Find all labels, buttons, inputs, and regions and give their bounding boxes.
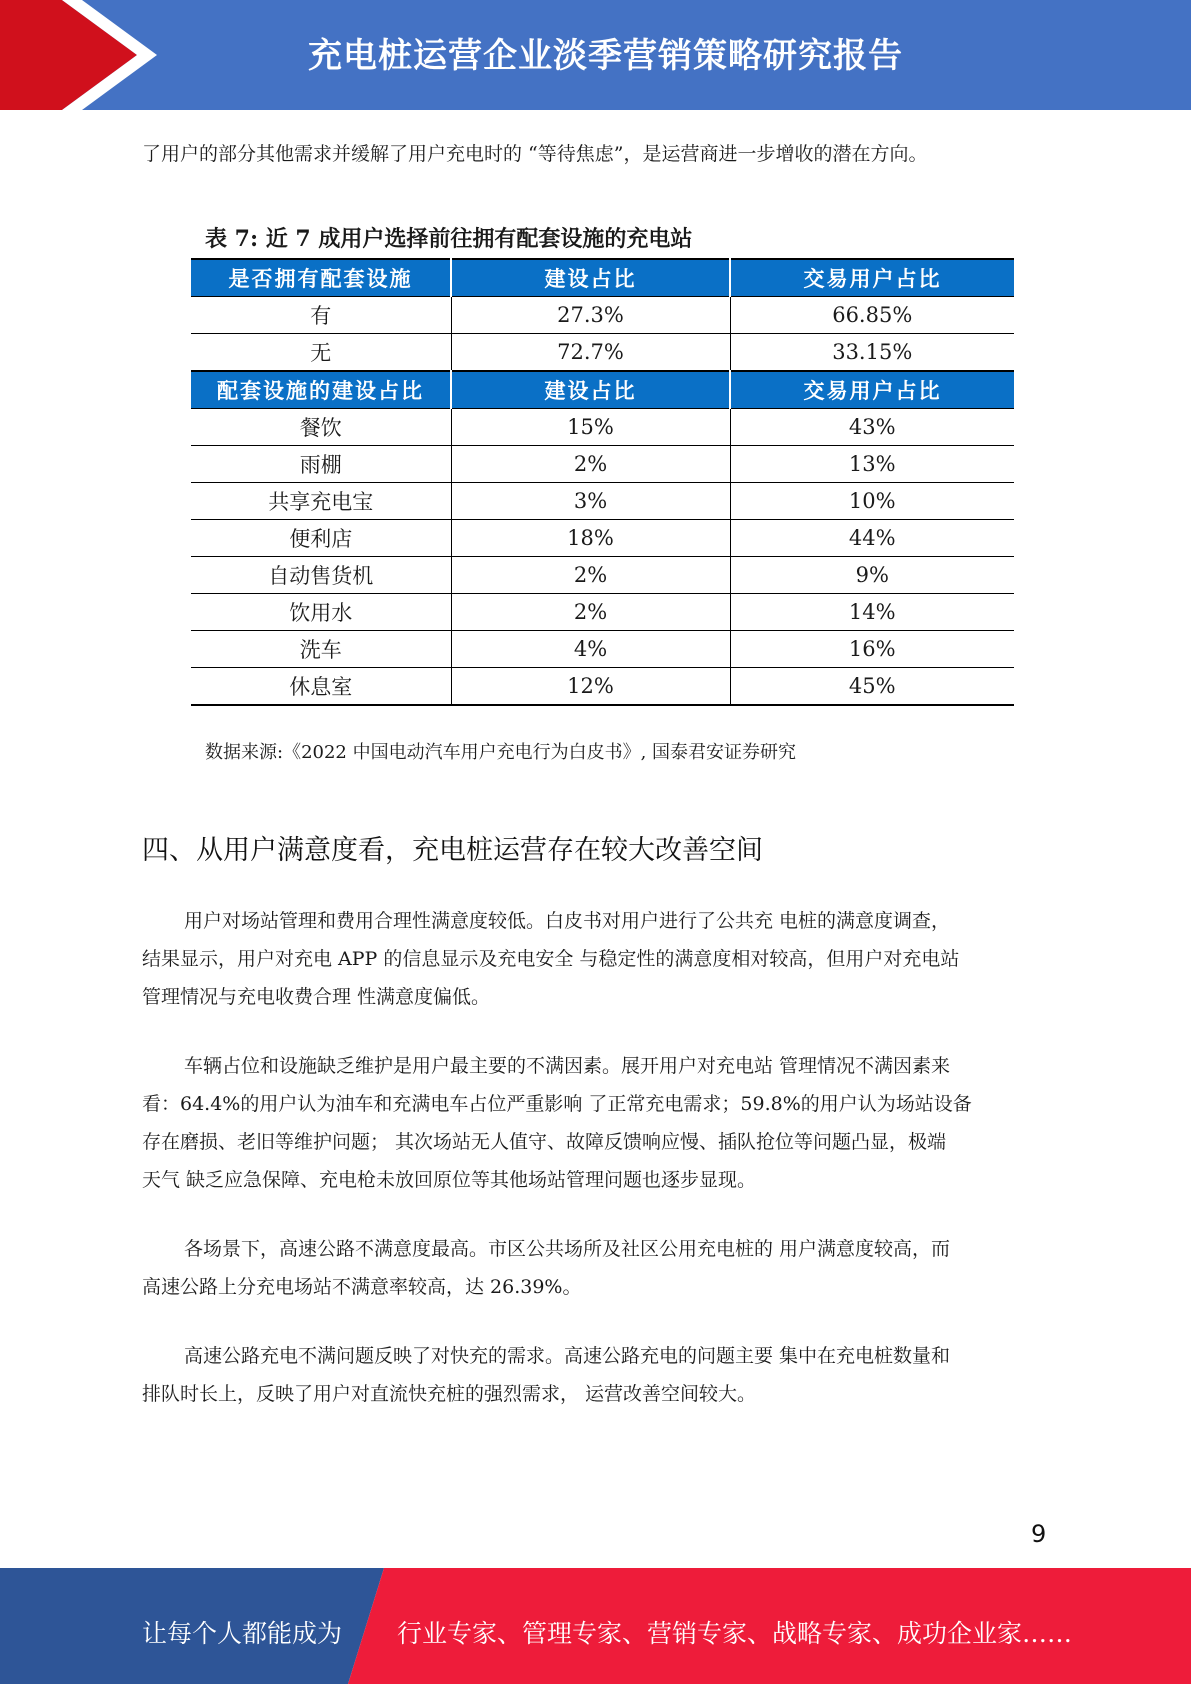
table-row bbox=[191, 446, 1014, 483]
table-cell: 9% bbox=[730, 557, 1014, 594]
table-row bbox=[191, 594, 1014, 631]
table-row bbox=[191, 409, 1014, 446]
table-cell: 饮用水 bbox=[191, 594, 451, 631]
table-cell: 43% bbox=[730, 409, 1014, 446]
paragraph-line: 用户对场站管理和费用合理性满意度较低。白皮书对用户进行了公共充 电桩的满意度调查， bbox=[184, 910, 951, 932]
table-row bbox=[191, 668, 1014, 706]
table-cell: 45% bbox=[730, 668, 1014, 706]
table-cell: 洗车 bbox=[191, 631, 451, 668]
table-cell: 44% bbox=[730, 520, 1014, 557]
table-cell: 自动售货机 bbox=[191, 557, 451, 594]
table-source-note: 数据来源:《2022 中国电动汽车用户充电行为白皮书》, 国泰君安证券研究 bbox=[205, 742, 797, 763]
footer-slogan-left: 让每个人都能成为 bbox=[142, 1619, 343, 1648]
intro-text: 了用户的部分其他需求并缓解了用户充电时的 “等待焦虑”，是运营商进一步增收的潜在方向。 bbox=[142, 143, 928, 165]
table-row bbox=[191, 557, 1014, 594]
table-cell: 13% bbox=[730, 446, 1014, 483]
table-cell: 72.7% bbox=[451, 334, 730, 372]
table-cell: 16% bbox=[730, 631, 1014, 668]
paragraph-line: 结果显示，用户对充电 APP 的信息显示及充电安全 与稳定性的满意度相对较高，但用户对充电站 bbox=[142, 948, 960, 970]
paragraph-line: 存在磨损、老旧等维护问题； 其次场站无人值守、故障反馈响应慢、插队抢位等问题凸显，极端 bbox=[142, 1131, 947, 1153]
table-cell: 无 bbox=[191, 334, 451, 372]
page-number: 9 bbox=[1031, 1520, 1047, 1548]
table-cell: 18% bbox=[451, 520, 730, 557]
paragraph-line: 管理情况与充电收费合理 性满意度偏低。 bbox=[142, 986, 491, 1008]
table-row bbox=[191, 297, 1014, 334]
table-row bbox=[191, 483, 1014, 520]
table-header-cell: 建设占比 bbox=[451, 371, 730, 409]
table-row bbox=[191, 631, 1014, 668]
paragraph-line: 车辆占位和设施缺乏维护是用户最主要的不满因素。展开用户对充电站 管理情况不满因素来 bbox=[184, 1055, 951, 1077]
table-cell: 餐饮 bbox=[191, 409, 451, 446]
table-cell: 2% bbox=[451, 594, 730, 631]
table-cell: 12% bbox=[451, 668, 730, 706]
table-cell: 27.3% bbox=[451, 297, 730, 334]
table-cell: 共享充电宝 bbox=[191, 483, 451, 520]
table-header-cell: 建设占比 bbox=[451, 259, 730, 297]
table-row bbox=[191, 334, 1014, 372]
paragraph-line: 高速公路充电不满问题反映了对快充的需求。高速公路充电的问题主要 集中在充电桩数量和 bbox=[184, 1345, 951, 1367]
table-cell: 休息室 bbox=[191, 668, 451, 706]
paragraph-line: 排队时长上，反映了用户对直流快充桩的强烈需求， 运营改善空间较大。 bbox=[142, 1383, 757, 1405]
table-cell: 便利店 bbox=[191, 520, 451, 557]
header-banner bbox=[0, 0, 1191, 110]
table-cell: 14% bbox=[730, 594, 1014, 631]
table-cell: 3% bbox=[451, 483, 730, 520]
table-header-cell: 是否拥有配套设施 bbox=[191, 259, 451, 297]
table-header-cell: 交易用户占比 bbox=[730, 259, 1014, 297]
table-cell: 有 bbox=[191, 297, 451, 334]
table-cell: 2% bbox=[451, 446, 730, 483]
table-cell: 66.85% bbox=[730, 297, 1014, 334]
table-cell: 33.15% bbox=[730, 334, 1014, 372]
footer-slogan-right: 行业专家、管理专家、营销专家、战略专家、成功企业家…… bbox=[397, 1619, 1073, 1648]
table-cell: 10% bbox=[730, 483, 1014, 520]
table-header-cell: 交易用户占比 bbox=[730, 371, 1014, 409]
table-cell: 15% bbox=[451, 409, 730, 446]
table-cell: 雨棚 bbox=[191, 446, 451, 483]
table-caption: 表 7: 近 7 成用户选择前往拥有配套设施的充电站 bbox=[205, 226, 693, 252]
table-header-row bbox=[191, 371, 1014, 409]
paragraph-line: 高速公路上分充电场站不满意率较高，达 26.39%。 bbox=[142, 1276, 582, 1298]
paragraph-line: 看：64.4%的用户认为油车和充满电车占位严重影响 了正常充电需求；59.8%的用户认为场站设备 bbox=[142, 1093, 972, 1115]
table-cell: 2% bbox=[451, 557, 730, 594]
paragraph-line: 各场景下，高速公路不满意度最高。市区公共场所及社区公用充电桩的 用户满意度较高，而 bbox=[184, 1238, 951, 1260]
table-header-cell: 配套设施的建设占比 bbox=[191, 371, 451, 409]
paragraph-line: 天气 缺乏应急保障、充电枪未放回原位等其他场站管理问题也逐步显现。 bbox=[142, 1169, 757, 1191]
table-cell: 4% bbox=[451, 631, 730, 668]
table-header-row bbox=[191, 259, 1014, 297]
facility-table bbox=[191, 258, 1014, 706]
table-row bbox=[191, 520, 1014, 557]
section-heading: 四、从用户满意度看，充电桩运营存在较大改善空间 bbox=[142, 835, 763, 866]
report-title: 充电桩运营企业淡季营销策略研究报告 bbox=[308, 36, 903, 76]
